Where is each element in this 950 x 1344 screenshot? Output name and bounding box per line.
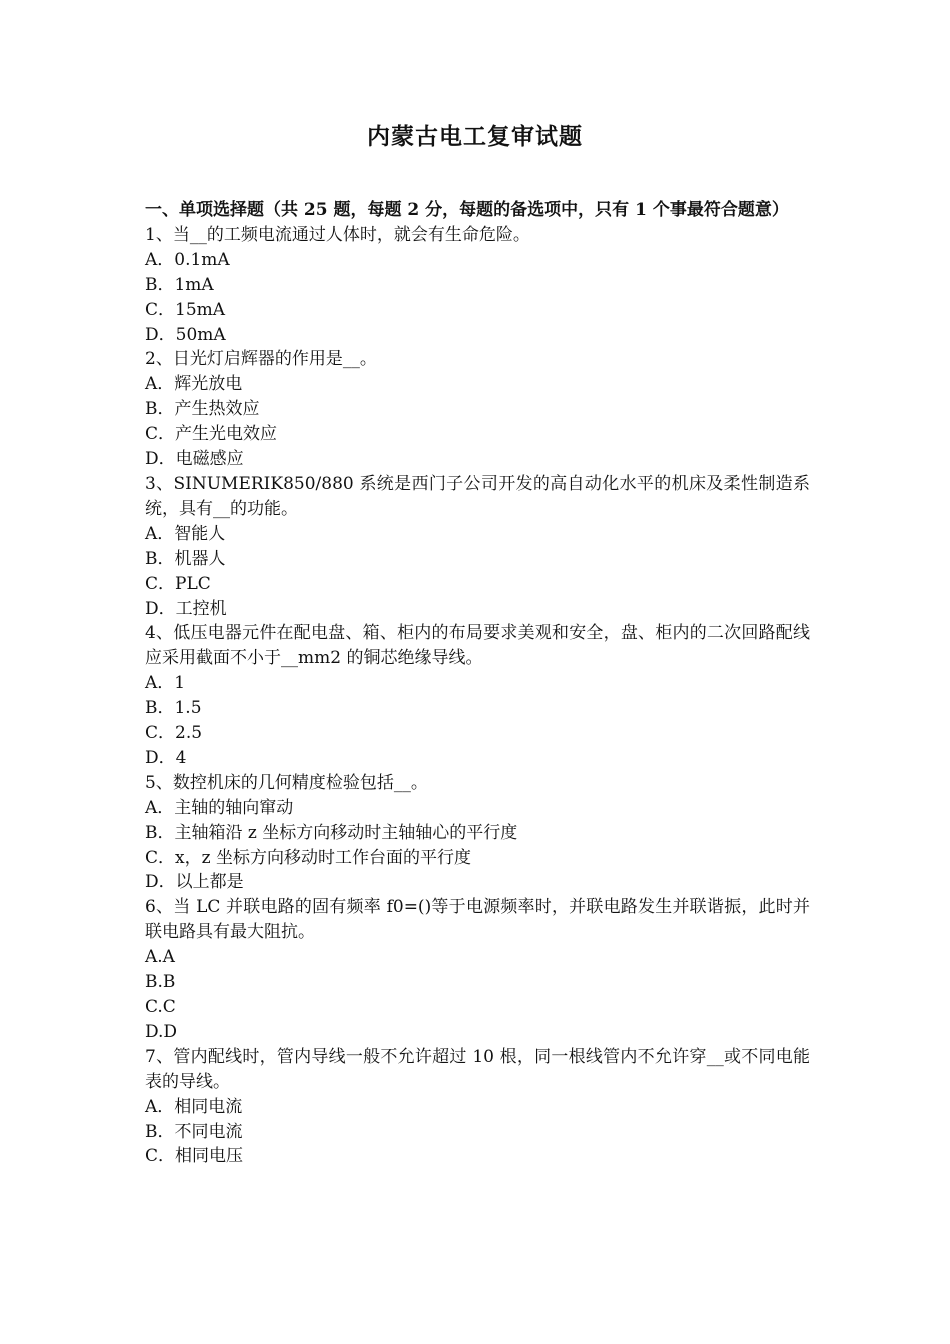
option-b: B．产生热效应 <box>145 399 260 420</box>
option-c: C．2.5 <box>145 723 203 744</box>
option-b: B.B <box>145 972 176 993</box>
option-c: C.C <box>145 997 176 1017</box>
question-text: 5、数控机床的几何精度检验包括__。 <box>145 772 428 793</box>
option-a: A．0.1mA <box>145 249 230 270</box>
option-d: D.D <box>145 1021 178 1042</box>
option-a: A．相同电流 <box>145 1096 243 1117</box>
option-b: B．不同电流 <box>145 1121 243 1142</box>
question-text: 6、当 LC 并联电路的固有频率 f0=()等于电源频率时，并联电路发生并联谐振，此时并联电路具有最大阻抗。 <box>145 897 810 943</box>
option-d: D．工控机 <box>145 598 227 619</box>
question-6 <box>145 895 810 1044</box>
option-a: A．1 <box>145 673 186 694</box>
option-a: A．智能人 <box>145 523 226 544</box>
option-c: C．产生光电效应 <box>145 424 278 445</box>
option-d: D．电磁感应 <box>145 449 244 470</box>
option-b: B．机器人 <box>145 548 226 569</box>
option-d: D．4 <box>145 747 187 768</box>
question-text: 7、管内配线时，管内导线一般不允许超过 10 根，同一根线管内不允许穿__或不同电能表的导线。 <box>145 1046 810 1092</box>
section-heading: 一、单项选择题（共 25 题，每题 2 分，每题的备选项中，只有 1 个事最符合题意） <box>145 200 789 220</box>
option-a: A．辉光放电 <box>145 374 243 395</box>
option-d: D．以上都是 <box>145 872 244 893</box>
document-title: 内蒙古电工复审试题 <box>367 123 583 150</box>
question-2 <box>145 347 810 472</box>
option-d: D．50mA <box>145 324 226 345</box>
question-1 <box>145 223 810 348</box>
question-text: 3、SINUMERIK850/880 系统是西门子公司开发的高自动化水平的机床及柔性制造系统，具有__的功能。 <box>145 473 810 519</box>
option-b: B．1.5 <box>145 698 202 719</box>
question-text: 4、低压电器元件在配电盘、箱、柜内的布局要求美观和安全，盘、柜内的二次回路配线应采用截面不小于__mm2 的铜芯绝缘导线。 <box>145 623 810 669</box>
option-a: A.A <box>145 947 175 968</box>
question-text: 1、当__的工频电流通过人体时，就会有生命危险。 <box>145 224 530 245</box>
option-c: C．相同电压 <box>145 1146 244 1167</box>
option-a: A．主轴的轴向窜动 <box>145 797 294 818</box>
option-b: B．主轴箱沿 z 坐标方向移动时主轴轴心的平行度 <box>145 822 518 843</box>
question-4 <box>145 621 810 770</box>
question-3 <box>145 472 810 621</box>
question-text: 2、日光灯启辉器的作用是__。 <box>145 349 377 370</box>
option-c: C．x，z 坐标方向移动时工作台面的平行度 <box>145 847 471 868</box>
question-5 <box>145 771 810 896</box>
option-c: C．15mA <box>145 299 226 320</box>
document-body <box>145 198 810 1169</box>
option-b: B．1mA <box>145 274 214 295</box>
question-7 <box>145 1045 810 1170</box>
option-c: C．PLC <box>145 573 211 594</box>
